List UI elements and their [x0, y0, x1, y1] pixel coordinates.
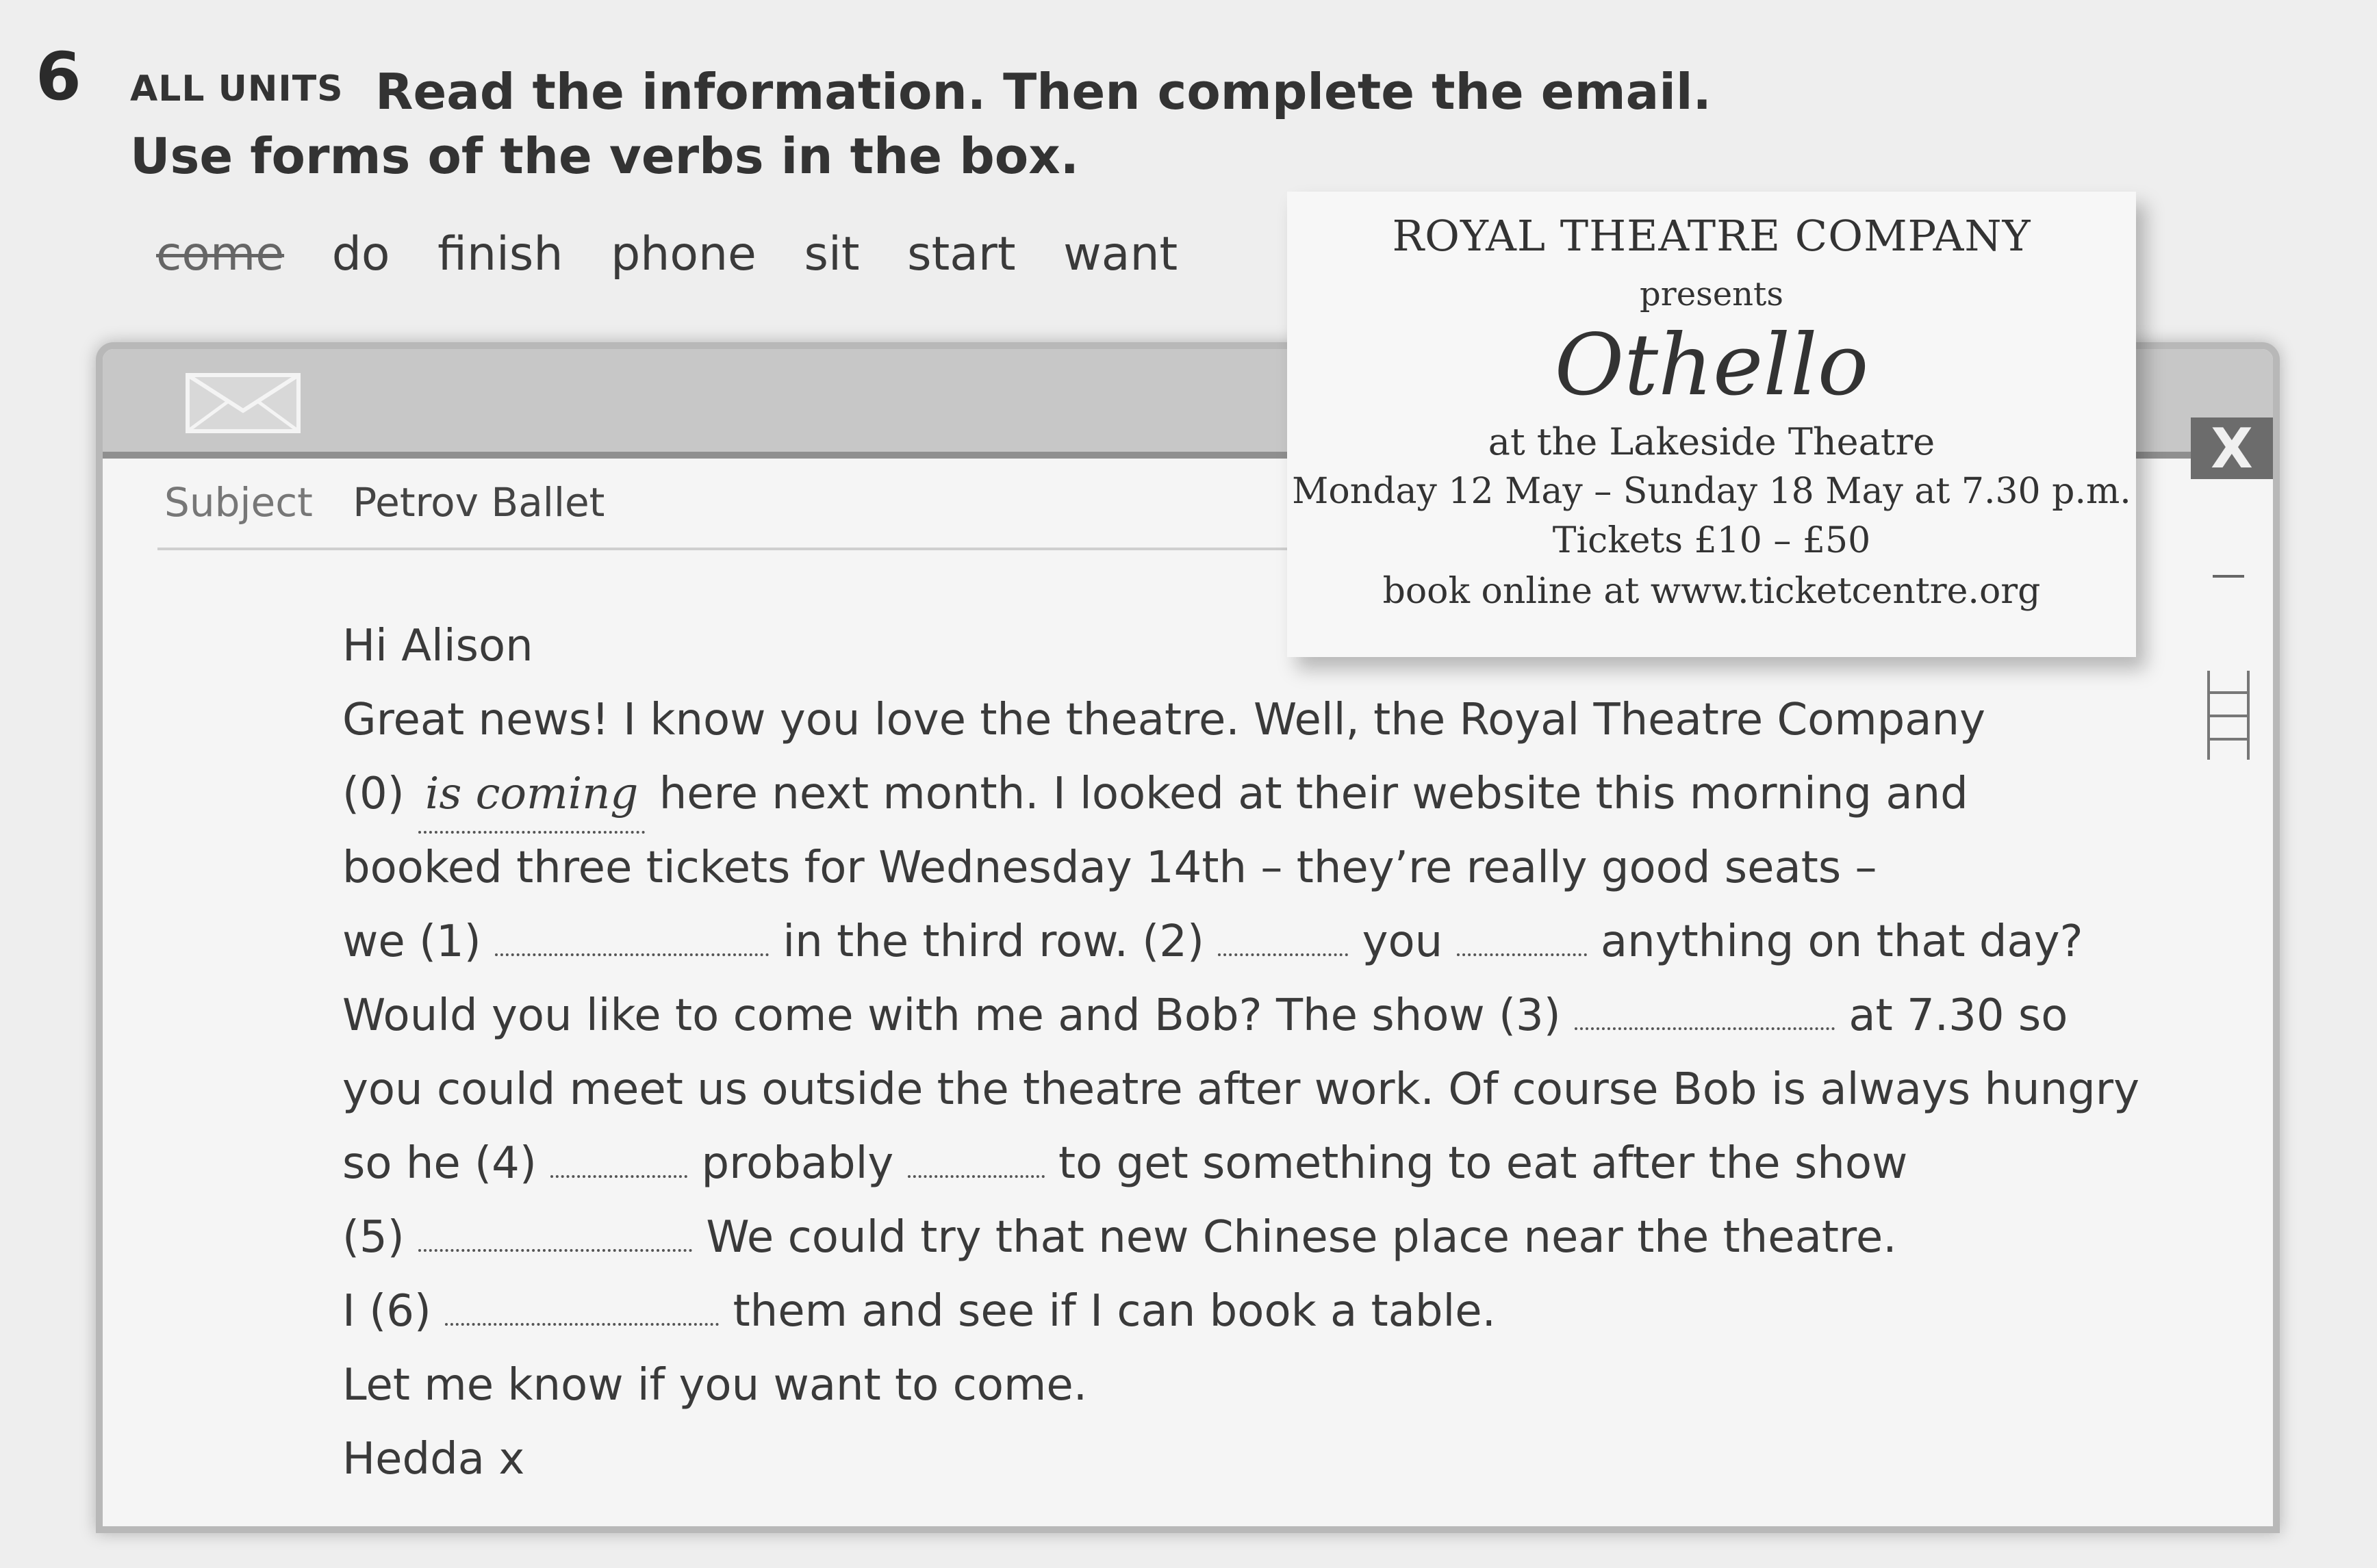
- verb-do: do: [331, 227, 390, 281]
- subject-label: Subject: [164, 479, 313, 526]
- poster-presents: presents: [1640, 275, 1783, 313]
- email-line-9: I (6) them and see if I can book a table.: [342, 1274, 2191, 1348]
- units-label: ALL UNITS: [130, 68, 344, 110]
- blank-4a[interactable]: [550, 1134, 687, 1178]
- verb-start: start: [907, 227, 1016, 281]
- blank-6[interactable]: [445, 1282, 719, 1326]
- email-line-1: Great news! I know you love the theatre. Well, the Royal Theatre Company: [342, 695, 1985, 745]
- verb-come-crossed: come: [156, 227, 285, 281]
- poster-tickets: Tickets £10 – £50: [1552, 520, 1871, 561]
- blank-2b[interactable]: [1457, 912, 1587, 956]
- email-line-4: we (1) in the third row. (2) you anything on that day?: [342, 905, 2191, 979]
- blank-5[interactable]: [418, 1208, 692, 1252]
- subject-row: [164, 479, 605, 526]
- example-answer: is coming: [418, 757, 645, 834]
- verb-finish: finish: [437, 227, 563, 281]
- blank-4b[interactable]: [908, 1134, 1045, 1178]
- email-line-7: so he (4) probably to get something to eat after the show: [342, 1127, 2191, 1200]
- close-button[interactable]: X: [2191, 417, 2273, 479]
- email-body: [342, 609, 2191, 1496]
- instruction-line-2: Use forms of the verbs in the box.: [130, 127, 1079, 185]
- email-line-8: (5) We could try that new Chinese place near the theatre.: [342, 1200, 2191, 1274]
- blank-2a[interactable]: [1218, 912, 1348, 956]
- email-signoff: Hedda x: [342, 1434, 525, 1485]
- scroll-thumb[interactable]: [2207, 671, 2250, 760]
- verb-box: [156, 227, 1210, 281]
- blank-3[interactable]: [1575, 986, 1835, 1030]
- verb-sit: sit: [804, 227, 860, 281]
- verb-want: want: [1063, 227, 1178, 281]
- scrollbar[interactable]: [2204, 575, 2252, 1519]
- email-line-6: you could meet us outside the theatre after work. Of course Bob is always hungry: [342, 1064, 2139, 1115]
- exercise-number: 6: [36, 38, 81, 115]
- poster-venue: at the Lakeside Theatre: [1488, 420, 1935, 463]
- envelope-icon: [185, 372, 301, 434]
- scroll-up-marker: [2213, 575, 2244, 578]
- instruction-line-1: Read the information. Then complete the email.: [375, 63, 1712, 120]
- poster-company: ROYAL THEATRE COMPANY: [1392, 211, 2031, 261]
- poster-dates: Monday 12 May – Sunday 18 May at 7.30 p.m.: [1292, 471, 2131, 512]
- theatre-poster: [1287, 192, 2136, 657]
- email-line-2: (0) is coming here next month. I looked at their website this morning and: [342, 757, 2191, 831]
- blank-1[interactable]: [495, 912, 769, 956]
- poster-booking-link[interactable]: book online at www.ticketcentre.org: [1382, 571, 2041, 612]
- email-line-5: Would you like to come with me and Bob? The show (3) at 7.30 so: [342, 979, 2191, 1053]
- email-line-3: booked three tickets for Wednesday 14th – they’re really good seats –: [342, 843, 1877, 893]
- email-line-10: Let me know if you want to come.: [342, 1360, 1088, 1411]
- verb-phone: phone: [611, 227, 757, 281]
- email-greeting: Hi Alison: [342, 621, 533, 671]
- subject-divider: [157, 548, 1362, 550]
- poster-title: Othello: [1554, 316, 1869, 415]
- subject-value[interactable]: Petrov Ballet: [353, 479, 605, 526]
